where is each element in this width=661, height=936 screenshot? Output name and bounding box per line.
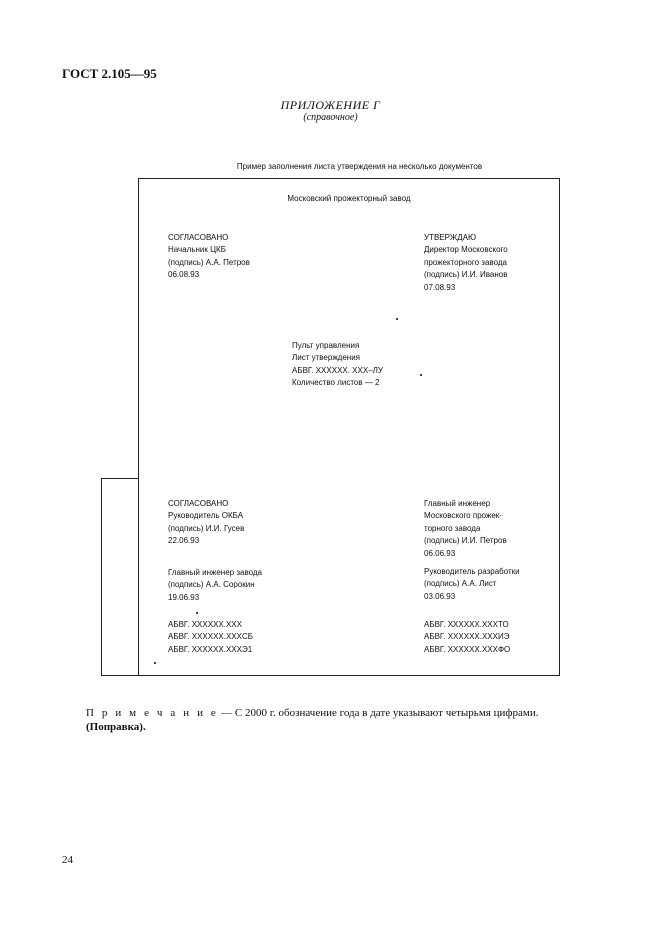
agreed-bottom-left-1	[168, 498, 244, 548]
note-label: П р и м е ч а н и е	[86, 707, 219, 719]
product-name: Пульт управления	[292, 341, 360, 350]
approver-signature: (подпись) А.А. Петров	[168, 257, 250, 267]
approved-top-right	[424, 232, 508, 294]
document-code: АБВГ. XXXXXX.XXX	[168, 620, 242, 629]
scan-speck	[154, 662, 156, 664]
signer-position: Главный инженер завода	[168, 568, 263, 577]
document-header: ГОСТ 2.105—95	[62, 66, 157, 81]
signer-signature: (подпись) И.И. Гусев	[168, 523, 245, 533]
note-text: — С 2000 г. обозначение года в дате указывают четырьмя цифрами.	[218, 707, 539, 719]
approver-position-cont: прожекторного завода	[424, 257, 507, 267]
signer-signature: (подпись) А.А. Сорокин	[168, 580, 255, 590]
approved-heading: СОГЛАСОВАНО	[168, 233, 229, 242]
signer-position: Главный инженер	[424, 499, 491, 508]
agreed-heading: СОГЛАСОВАНО	[168, 499, 229, 508]
agreed-bottom-left-2	[168, 567, 262, 604]
sheet-side-tab	[101, 478, 139, 676]
appendix-subtitle: (справочное)	[303, 112, 358, 123]
signer-position-cont: Московского прожек-	[424, 511, 502, 521]
signer-position-cont: торного завода	[424, 523, 481, 533]
organization-name: Московский прожекторный завод	[287, 194, 411, 203]
signer-signature: (подпись) И.И. Петров	[424, 536, 507, 546]
document-codes-right	[424, 619, 510, 656]
document-title-block	[292, 340, 383, 390]
signer-position: Руководитель ОКБА	[168, 511, 244, 521]
agreed-bottom-right-1	[424, 498, 507, 560]
document-code: АБВГ. XXXXXX.XXXСБ	[168, 632, 253, 642]
approval-date: 06.08.93	[168, 270, 200, 280]
document-code: АБВГ. XXXXXX.XXXФО	[424, 644, 511, 654]
note	[86, 706, 538, 734]
note-amendment: (Поправка).	[86, 721, 146, 733]
sign-date: 19.06.93	[168, 592, 200, 602]
appendix-title: ПРИЛОЖЕНИЕ Г	[280, 98, 381, 112]
sheet-count: Количество листов — 2	[292, 378, 380, 388]
signer-position: Руководитель разработки	[424, 567, 520, 576]
example-caption: Пример заполнения листа утверждения на несколько документов	[236, 162, 483, 171]
scan-speck	[196, 612, 198, 614]
document-type: Лист утверждения	[292, 353, 361, 363]
approver-signature: (подпись) И.И. Иванов	[424, 270, 508, 280]
scan-speck	[396, 318, 398, 320]
sign-date: 03.06.93	[424, 591, 456, 601]
document-code: АБВГ. XXXXXX.XXXЭ1	[168, 644, 253, 654]
sign-date: 22.06.93	[168, 536, 200, 546]
agreed-bottom-right-2	[424, 566, 520, 603]
signer-signature: (подпись) А.А. Лист	[424, 579, 497, 589]
page-number: 24	[62, 854, 73, 866]
sign-date: 06.06.93	[424, 548, 456, 558]
document-codes-left	[168, 619, 253, 656]
approval-date: 07.08.93	[424, 282, 456, 292]
approved-heading: УТВЕРЖДАЮ	[424, 233, 477, 242]
document-code: АБВГ. XXXXXX. XXX–ЛУ	[292, 365, 383, 375]
approved-top-left	[168, 232, 250, 282]
scan-speck	[420, 374, 422, 376]
document-code: АБВГ. XXXXXX.XXXИЭ	[424, 632, 510, 642]
document-code: АБВГ. XXXXXX.XXXТО	[424, 620, 509, 629]
approver-position: Начальник ЦКБ	[168, 245, 226, 255]
approver-position: Директор Московского	[424, 245, 508, 255]
